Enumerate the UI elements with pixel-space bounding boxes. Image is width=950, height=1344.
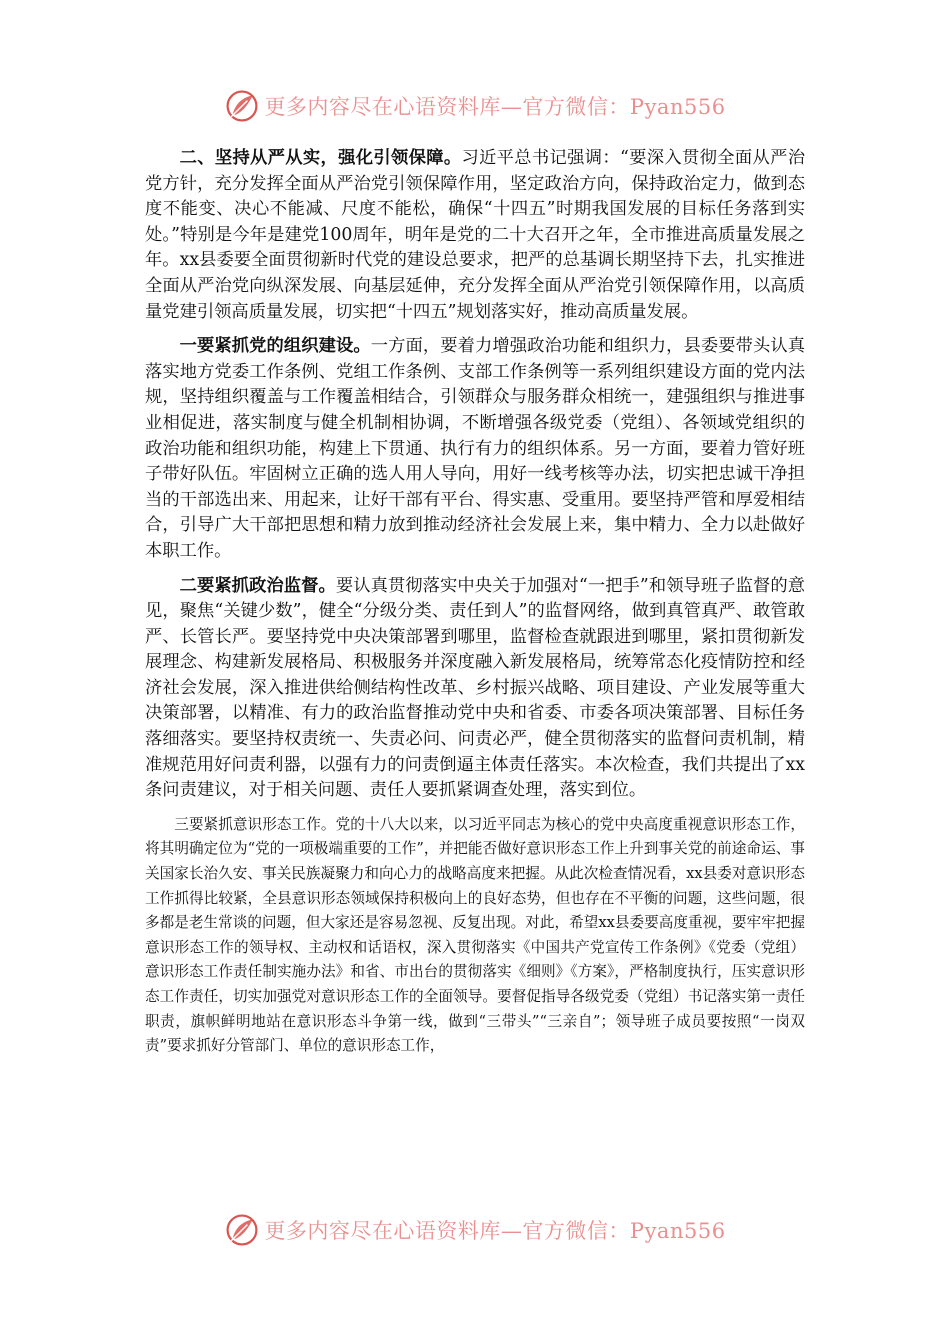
document-body <box>145 146 805 1059</box>
paragraph-supervision <box>145 574 805 804</box>
leaf-logo-icon <box>224 88 260 124</box>
paragraph-heading: 二要紧抓政治监督。 <box>179 575 336 596</box>
paragraph-strict-governance <box>145 146 805 325</box>
footer-banner <box>0 1208 950 1252</box>
banner-text: 更多内容尽在心语资料库—官方微信：Pyan556 <box>264 1219 726 1243</box>
paragraph-body: 习近平总书记强调：“要深入贯彻全面从严治党方针，充分发挥全面从严治党引领保障作用，坚定政治方向，保持政治定力，做到态度不能变、决心不能减、尺度不能松，确保“十四五”时期我国发展的目标任务落到实处。”特别是今年是建党100周年，明年是党的二十大召开之年，全市推进高质量发展之年。xx县委要全面贯彻新时代党的建设总要求，把严的总基调长期坚持下去，扎实推进全面从严治党向纵深发展、向基层延伸，充分发挥全面从严治党引领保障作用，以高质量党建引领高质量发展，切实把“十四五”规划落实好，推动高质量发展。 <box>145 148 805 322</box>
paragraph-body: 要认真贯彻落实中央关于加强对“一把手”和领导班子监督的意见，聚焦“关键少数”，健全“分级分类、责任到人”的监督网络，做到真管真严、敢管敢严、长管长严。要坚持党中央决策部署到哪里，监督检查就跟进到哪里，紧扣贯彻新发展理念、构建新发展格局、积极服务并深度融入新发展格局，统筹常态化疫情防控和经济社会发展，深入推进供给侧结构性改革、乡村振兴战略、项目建设、产业发展等重大决策部署，以精准、有力的政治监督推动党中央和省委、市委各项决策部署、目标任务落细落实。要坚持权责统一、失责必问、问责必严，健全贯彻落实的监督问责机制，精准规范用好问责利器，以强有力的问责倒逼主体责任落实。本次检查，我们共提出了xx条问责建议，对于相关问题、责任人要抓紧调查处理，落实到位。 <box>145 575 805 801</box>
paragraph-heading: 二、坚持从严从实，强化引领保障。 <box>179 148 462 168</box>
leaf-logo-icon <box>224 1212 260 1248</box>
paragraph-organization <box>145 334 805 564</box>
banner-text: 更多内容尽在心语资料库—官方微信：Pyan556 <box>264 95 726 119</box>
paragraph-ideology: 三要紧抓意识形态工作。党的十八大以来，以习近平同志为核心的党中央高度重视意识形态工作，将其明确定位为“党的一项极端重要的工作”，并把能否做好意识形态工作上升到事关党的前途命运、事关国家长治久安、事关民族凝聚力和向心力的战略高度来把握。从此次检查情况看，xx县委对意识形态工作抓得比较紧，全县意识形态领域保持积极向上的良好态势，但也存在不平衡的问题，这些问题，很多都是老生常谈的问题，但大家还是容易忽视、反复出现。对此，希望xx县委要高度重视，要牢牢把握意识形态工作的领导权、主动权和话语权，深入贯彻落实《中国共产党宣传工作条例》《党委（党组）意识形态工作责任制实施办法》和省、市出台的贯彻落实《细则》《方案》，严格制度执行，压实意识形态工作责任，切实加强党对意识形态工作的全面领导。要督促指导各级党委（党组）书记落实第一责任职责，旗帜鲜明地站在意识形态斗争第一线，做到“三带头”“三亲自”；领导班子成员要按照“一岗双责”要求抓好分管部门、单位的意识形态工作， <box>145 815 805 1055</box>
paragraph-body: 一方面，要着力增强政治功能和组织力，县委要带头认真落实地方党委工作条例、党组工作条例、支部工作条例等一系列组织建设方面的党内法规，坚持组织覆盖与工作覆盖相结合，引领群众与服务群众相统一，建强组织与推进事业相促进，落实制度与健全机制相协调，不断增强各级党委（党组）、各领域党组织的政治功能和组织功能，构建上下贯通、执行有力的组织体系。另一方面，要着力管好班子带好队伍。牢固树立正确的选人用人导向，用好一线考核等办法，切实把忠诚干净担当的干部选出来、用起来，让好干部有平台、得实惠、受重用。要坚持严管和厚爱相结合，引导广大干部把思想和精力放到推动经济社会发展上来，集中精力、全力以赴做好本职工作。 <box>145 336 805 561</box>
paragraph-heading: 一要紧抓党的组织建设。 <box>179 336 371 357</box>
header-banner <box>0 84 950 128</box>
